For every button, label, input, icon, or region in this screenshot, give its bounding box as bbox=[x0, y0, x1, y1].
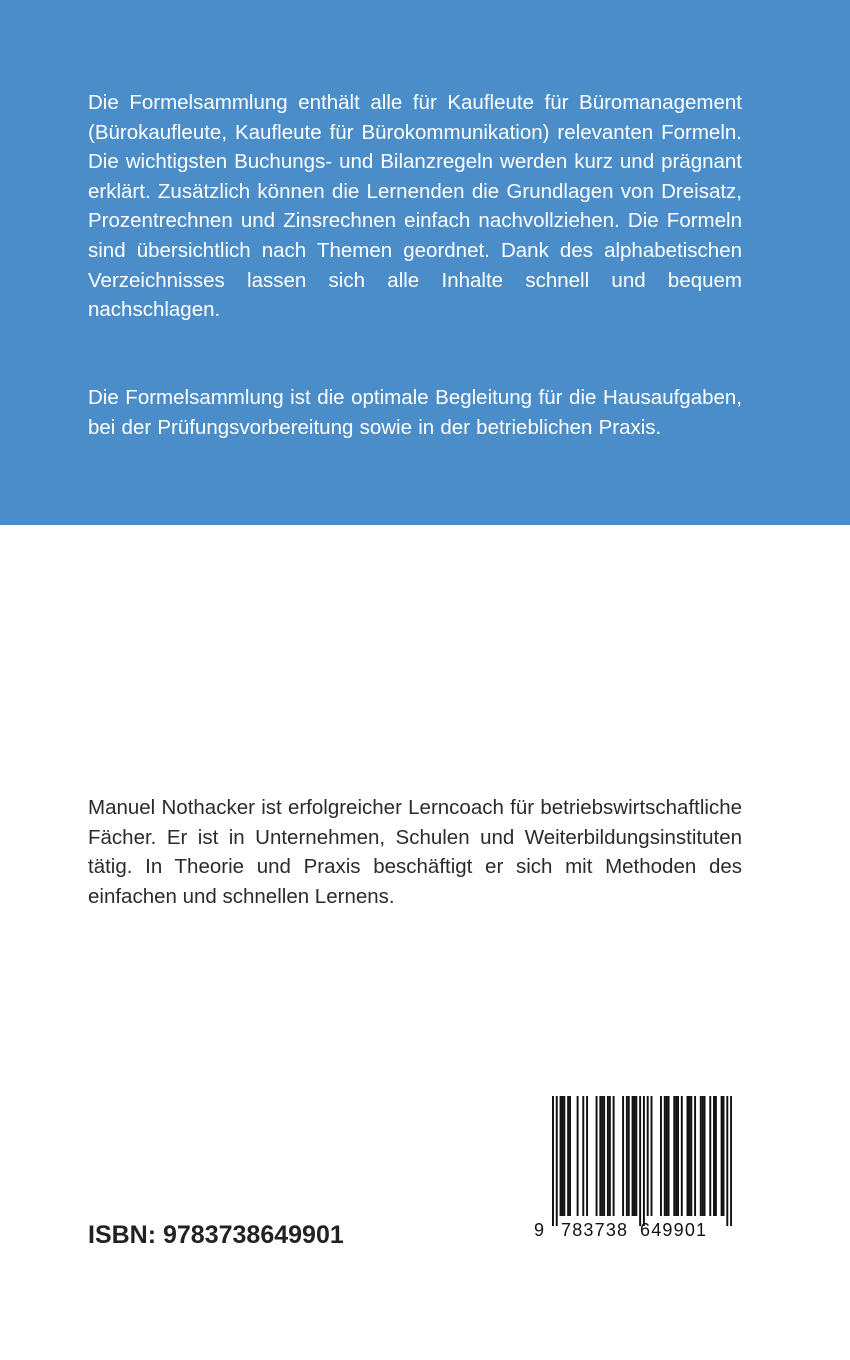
blurb-paragraph-2: Die Formelsammlung ist die optimale Begleitung für die Hausaufgaben, bei der Prüfungsvorbereitung sowie in der betrieblichen Praxis. bbox=[88, 386, 742, 439]
barcode-guard-bar bbox=[730, 1096, 732, 1226]
barcode-bar bbox=[628, 1096, 630, 1216]
barcode-guard-bar bbox=[556, 1096, 558, 1226]
barcode-bar bbox=[688, 1096, 690, 1216]
barcode-guard-bar bbox=[552, 1096, 554, 1226]
barcode-bar bbox=[660, 1096, 662, 1216]
barcode-bar bbox=[633, 1096, 635, 1216]
barcode-bar bbox=[694, 1096, 696, 1216]
barcode-guard-bar bbox=[643, 1096, 645, 1226]
barcode-bar bbox=[622, 1096, 624, 1216]
isbn-barcode bbox=[532, 1096, 732, 1248]
barcode-bar bbox=[675, 1096, 677, 1216]
barcode-bar bbox=[563, 1096, 565, 1216]
barcode-bar bbox=[609, 1096, 611, 1216]
barcode-bar bbox=[704, 1096, 706, 1216]
barcode-bar bbox=[596, 1096, 598, 1216]
barcode-bar bbox=[681, 1096, 683, 1216]
barcode-bar bbox=[582, 1096, 584, 1216]
barcode-bar bbox=[666, 1096, 668, 1216]
barcode-bar bbox=[715, 1096, 717, 1216]
barcode-bar bbox=[626, 1096, 628, 1216]
barcode-bars bbox=[552, 1096, 732, 1226]
barcode-bar bbox=[569, 1096, 571, 1216]
barcode-digits-left: 783738 bbox=[561, 1220, 629, 1240]
barcode-bar bbox=[647, 1096, 649, 1216]
barcode-bar bbox=[613, 1096, 615, 1216]
barcode-bar bbox=[687, 1096, 689, 1216]
barcode-bar bbox=[690, 1096, 692, 1216]
blurb-paragraph-1: Die Formelsammlung enthält alle für Kaufleute für Büromanagement (Bürokaufleute, Kaufleute für Bürokommunikation) relevanten Formeln. Die wichtigsten Buchungs- und Bilanzregeln werden kurz und prägnant erklärt. Zusätzlich können die Lernenden die Grundlagen von Dreisatz, Prozentrechnen und Zinsrechnen einfach nachvollziehen. Die Formeln sind übersichtlich nach Themen geordnet. Dank des alphabetischen Verzeichnisses lassen sich alle Inhalte schnell und bequem nachschlagen. bbox=[88, 91, 742, 322]
barcode-digit-lead: 9 bbox=[534, 1220, 545, 1240]
barcode-bar bbox=[635, 1096, 637, 1216]
barcode-bar bbox=[651, 1096, 653, 1216]
barcode-bar bbox=[668, 1096, 670, 1216]
barcode-bar bbox=[586, 1096, 588, 1216]
barcode-guard-bar bbox=[639, 1096, 641, 1226]
barcode-bar bbox=[709, 1096, 711, 1216]
barcode-bar bbox=[601, 1096, 603, 1216]
barcode-bar bbox=[561, 1096, 563, 1216]
barcode-bar bbox=[677, 1096, 679, 1216]
barcode-guard-bar bbox=[726, 1096, 728, 1226]
barcode-bar bbox=[700, 1096, 702, 1216]
barcode-bar bbox=[567, 1096, 569, 1216]
author-bio: Manuel Nothacker ist erfolgreicher Lerncoach für betriebswirtschaftliche Fächer. Er ist in Unternehmen, Schulen und Weiterbildungsinstituten tätig. In Theorie und Praxis beschäftigt er sich mit Methoden des einfachen und schnellen Lernens. bbox=[88, 796, 742, 908]
barcode-bar bbox=[723, 1096, 725, 1216]
barcode-bar bbox=[664, 1096, 666, 1216]
barcode-bar bbox=[607, 1096, 609, 1216]
barcode-bar bbox=[673, 1096, 675, 1216]
barcode-bar bbox=[702, 1096, 704, 1216]
barcode-digits-right: 649901 bbox=[640, 1220, 708, 1240]
barcode-digits bbox=[532, 1220, 732, 1244]
barcode-bar bbox=[560, 1096, 562, 1216]
barcode-bar bbox=[599, 1096, 601, 1216]
barcode-bar bbox=[603, 1096, 605, 1216]
barcode-bar bbox=[577, 1096, 579, 1216]
barcode-bar bbox=[721, 1096, 723, 1216]
barcode-bar bbox=[713, 1096, 715, 1216]
isbn-label: ISBN: 9783738649901 bbox=[88, 1221, 344, 1249]
barcode-bar bbox=[632, 1096, 634, 1216]
